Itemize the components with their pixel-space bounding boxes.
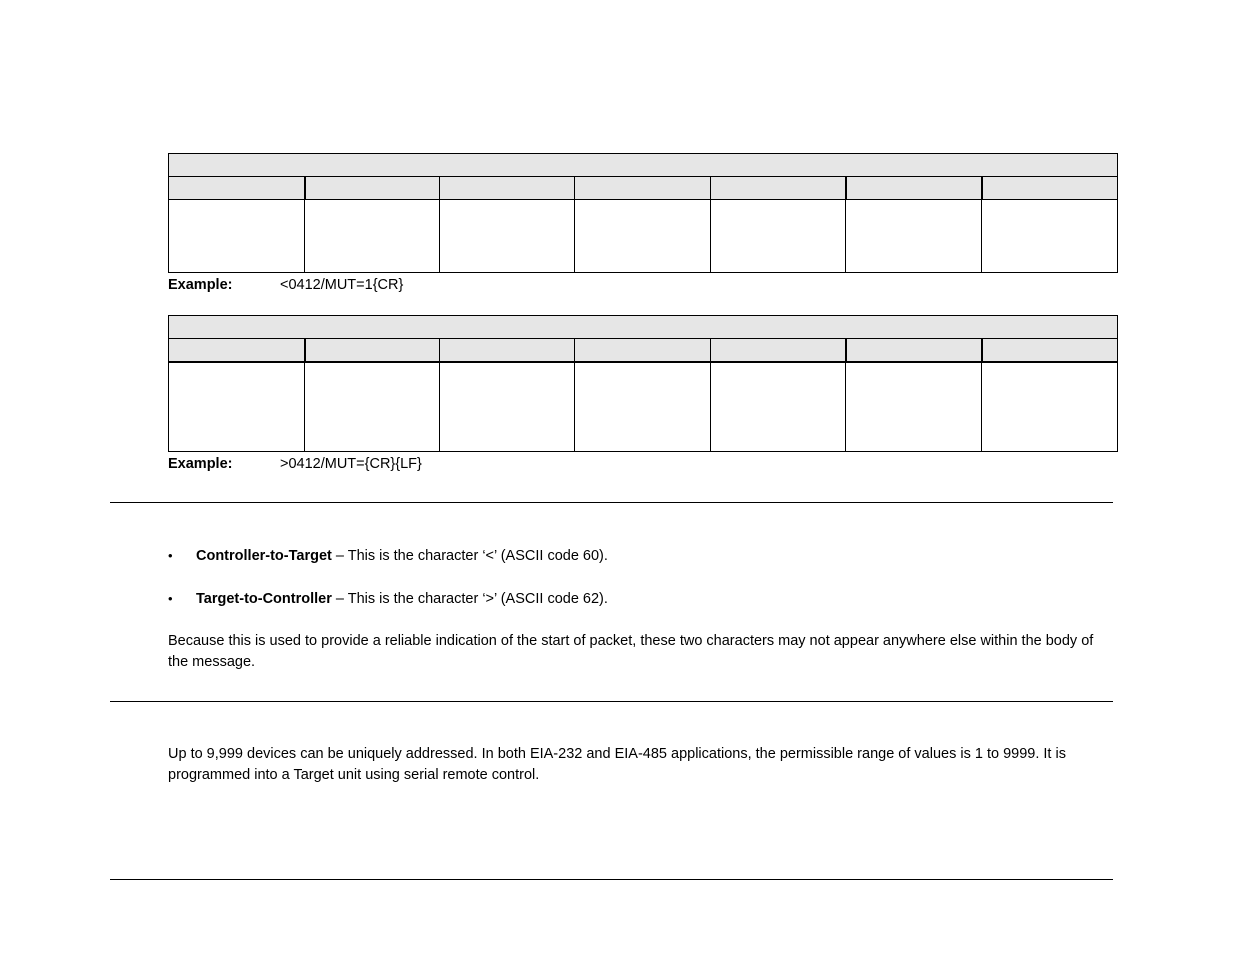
table-cell (305, 200, 440, 273)
table-header-cell (575, 177, 711, 200)
table-header-row (169, 339, 1118, 362)
table-cell (711, 362, 846, 452)
command-example (168, 276, 403, 294)
table-cell (440, 362, 575, 452)
bullet-text: – This is the character ‘<’ (ASCII code 60). (331, 548, 608, 564)
table-header-cell (440, 339, 575, 362)
table-cell (305, 362, 440, 452)
table-header-row (169, 177, 1118, 200)
table-row (169, 362, 1118, 452)
table-title-cell (169, 316, 1118, 339)
table-header-cell (169, 339, 305, 362)
table-cell (982, 362, 1118, 452)
table-header-cell (305, 177, 440, 200)
table-header-cell (440, 177, 575, 200)
table-row (169, 200, 1118, 273)
footer-divider (110, 879, 1113, 880)
section-divider (110, 502, 1113, 503)
table-cell (169, 200, 305, 273)
table-cell (711, 200, 846, 273)
table-cell (169, 362, 305, 452)
table-cell (575, 362, 711, 452)
table-header-cell (846, 177, 982, 200)
table-cell (846, 362, 982, 452)
command-packet-table (168, 153, 1118, 273)
table-cell (846, 200, 982, 273)
table-title-row (169, 154, 1118, 177)
example-value: <0412/MUT=1{CR} (280, 277, 404, 293)
table-header-cell (982, 177, 1118, 200)
table-header-cell (982, 339, 1118, 362)
example-label: Example: (168, 456, 233, 472)
table-cell (575, 200, 711, 273)
response-packet-table (168, 315, 1118, 452)
bullet-term: Target-to-Controller (196, 591, 332, 607)
start-of-packet-paragraph: Because this is used to provide a reliable indication of the start of packet, these two characters may not appear anywhere else within the body of the message. (168, 633, 1094, 670)
bullet-text: – This is the character ‘>’ (ASCII code 62). (331, 591, 608, 607)
response-example (168, 455, 422, 473)
target-address-paragraph: Up to 9,999 devices can be uniquely addressed. In both EIA-232 and EIA-485 applications, the permissible range of values is 1 to 9999. It is programmed into a Target unit using serial remote control. (168, 746, 1066, 783)
table-title-row (169, 316, 1118, 339)
bullet-controller-to-target (168, 547, 608, 565)
bullet-term: Controller-to-Target (196, 548, 332, 564)
table-cell (982, 200, 1118, 273)
bullet-glyph: • (168, 548, 173, 563)
table-header-cell (846, 339, 982, 362)
example-label: Example: (168, 277, 233, 293)
table-header-cell (711, 177, 846, 200)
table-header-cell (305, 339, 440, 362)
table-cell (440, 200, 575, 273)
table-header-cell (169, 177, 305, 200)
section-divider (110, 701, 1113, 702)
bullet-target-to-controller (168, 590, 608, 608)
table-title-cell (169, 154, 1118, 177)
table-header-cell (711, 339, 846, 362)
table-header-cell (575, 339, 711, 362)
example-value: >0412/MUT={CR}{LF} (280, 456, 422, 472)
bullet-glyph: • (168, 591, 173, 606)
